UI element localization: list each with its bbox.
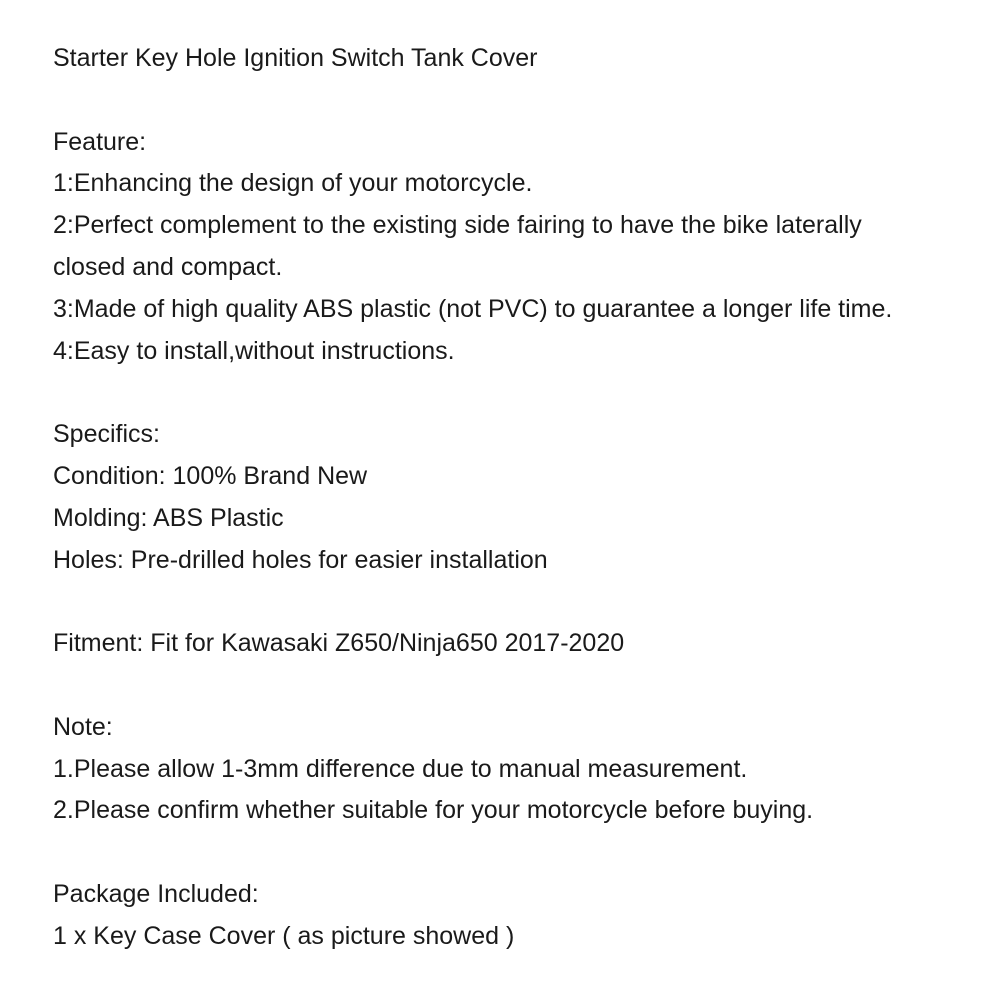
fitment-text: Fitment: Fit for Kawasaki Z650/Ninja650 2017-2020: [53, 629, 625, 658]
feature-item-2-continued: closed and compact.: [53, 252, 283, 281]
product-description: [53, 38, 983, 958]
specifics-condition: Condition: 100% Brand New: [53, 461, 368, 490]
document-title: Starter Key Hole Ignition Switch Tank Cover: [53, 44, 538, 72]
feature-heading: Feature:: [53, 127, 147, 156]
package-heading: Package Included:: [53, 879, 259, 908]
feature-item-1: 1:Enhancing the design of your motorcycle.: [53, 169, 533, 198]
feature-item-2: 2:Perfect complement to the existing side fairing to have the bike laterally: [53, 211, 862, 240]
feature-item-3: 3:Made of high quality ABS plastic (not PVC) to guarantee a longer life time.: [53, 294, 893, 323]
specifics-heading: Specifics:: [53, 420, 160, 449]
feature-item-4: 4:Easy to install,without instructions.: [53, 336, 455, 365]
specifics-molding: Molding: ABS Plastic: [53, 503, 284, 532]
spacer: [53, 80, 983, 122]
note-item-1: 1.Please allow 1-3mm difference due to manual measurement.: [53, 754, 748, 783]
specifics-holes: Holes: Pre-drilled holes for easier installation: [53, 545, 548, 574]
note-heading: Note:: [53, 712, 113, 741]
package-item-1: 1 x Key Case Cover ( as picture showed ): [53, 921, 515, 950]
spacer: [53, 665, 983, 707]
note-item-2: 2.Please confirm whether suitable for your motorcycle before buying.: [53, 796, 814, 825]
spacer: [53, 832, 983, 874]
spacer: [53, 581, 983, 623]
spacer: [53, 372, 983, 414]
